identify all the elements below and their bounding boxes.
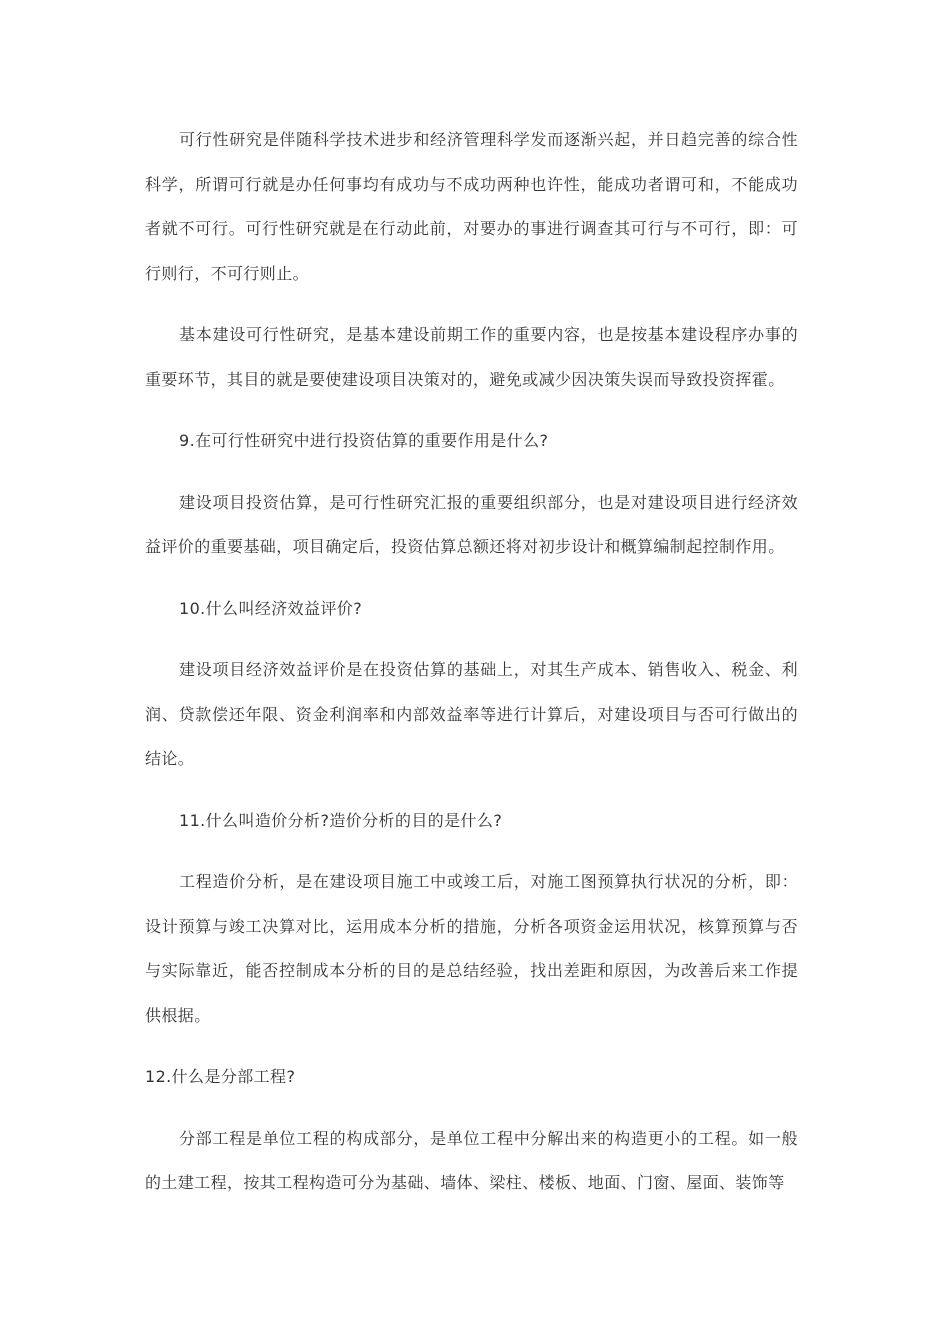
question-heading-10: 10.什么叫经济效益评价? bbox=[179, 598, 363, 618]
answer-paragraph-9: 建设项目投资估算，是可行性研究汇报的重要组织部分，也是对建设项目进行经济效益评价的重要基础，项目确定后，投资估算总额还将对初步设计和概算编制起控制作用。 bbox=[145, 492, 798, 556]
paragraph-basic-construction: 基本建设可行性研究，是基本建设前期工作的重要内容，也是按基本建设程序办事的重要环节，其目的就是要使建设项目决策对的，避免或减少因决策失误而导致投资挥霍。 bbox=[145, 325, 798, 389]
question-heading-9: 9.在可行性研究中进行投资估算的重要作用是什么? bbox=[179, 431, 549, 450]
answer-paragraph-10: 建设项目经济效益评价是在投资估算的基础上，对其生产成本、销售收入、税金、利润、贷款偿还年限、资金利润率和内部效益率等进行计算后，对建设项目与否可行做出的结论。 bbox=[145, 660, 798, 768]
question-heading-11: 11.什么叫造价分析?造价分析的目的是什么? bbox=[179, 810, 503, 830]
answer-paragraph-12: 分部工程是单位工程的构成部分，是单位工程中分解出来的构造更小的工程。如一般的土建工程，按其工程构造可分为基础、墙体、梁柱、楼板、地面、门窗、屋面、装饰等 bbox=[145, 1128, 798, 1192]
paragraph-feasibility-definition: 可行性研究是伴随科学技术进步和经济管理科学发而逐渐兴起，并日趋完善的综合性科学，所谓可行就是办任何事均有成功与不成功两种也许性，能成功者谓可和，不能成功者就不可行。可行性研究就是在行动此前，对要办的事进行调查其可行与不可行，即：可行则行，不可行则止。 bbox=[145, 130, 798, 283]
question-heading-12: 12.什么是分部工程? bbox=[145, 1067, 296, 1086]
answer-paragraph-11: 工程造价分析，是在建设项目施工中或竣工后，对施工图预算执行状况的分析，即：设计预算与竣工决算对比，运用成本分析的措施，分析各项资金运用状况，核算预算与否与实际靠近，能否控制成本分析的目的是总结经验，找出差距和原因，为改善后来工作提供根据。 bbox=[145, 872, 798, 1025]
document-body bbox=[145, 118, 798, 1206]
